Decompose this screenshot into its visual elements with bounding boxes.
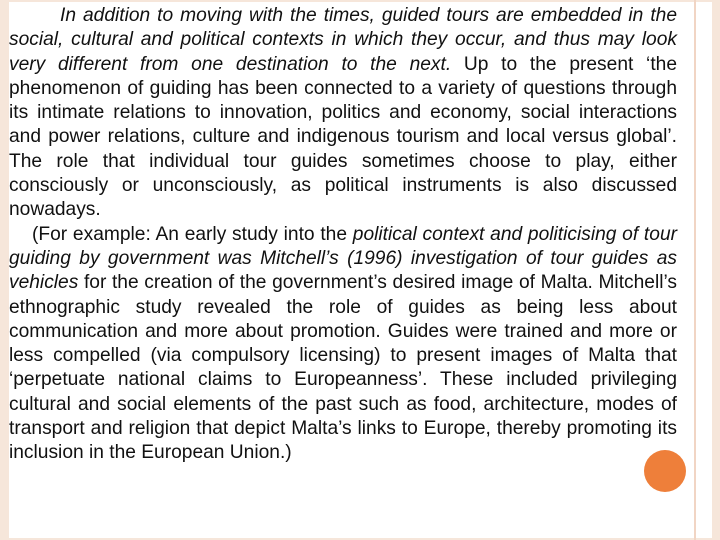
paragraph-1-text-run: Up to the present ‘the phenomenon of guiding has been connected to a variety of questions through its intimate relations to innovation, politics and economy, social interactions and power relations, culture and indigenous tourism and local versus global’. The role that individual tour guides sometimes choose to play, either consciously or unconsciously, as political instruments is also discussed nowadays. xyxy=(9,53,677,221)
paragraph-2-italic-run: political context and politicising of tour guiding by government was Mitchell’s (1996) investigation of tour guides as vehicles xyxy=(9,223,677,294)
paragraph-2-text-run: (For example: An early study into the xyxy=(32,223,353,245)
paragraph-2 xyxy=(9,223,677,466)
paragraph-1-italic-run: In addition to moving with the times, guided tours are embedded in the social, cultural and political contexts in which they occur, and thus may look very different from one destination to the next. xyxy=(9,5,677,75)
paragraph-1 xyxy=(9,4,677,223)
paragraph-2-text-run-end: for the creation of the government’s desired image of Malta. Mitchell’s ethnographic study revealed the role of guides as being less about communication and more about promotion. Guides were trained and more or less compelled (via compulsory licensing) to present images of Malta that ‘perpetuate national claims to Europeanness’. These included privileging cultural and social elements of the past such as food, architecture, modes of transport and religion that depict Malta’s links to Europe, thereby promoting its inclusion in the European Union.) xyxy=(9,272,677,464)
slide-body xyxy=(9,4,677,466)
decorative-orange-dot xyxy=(644,450,686,492)
frame-divider-line xyxy=(694,0,696,540)
